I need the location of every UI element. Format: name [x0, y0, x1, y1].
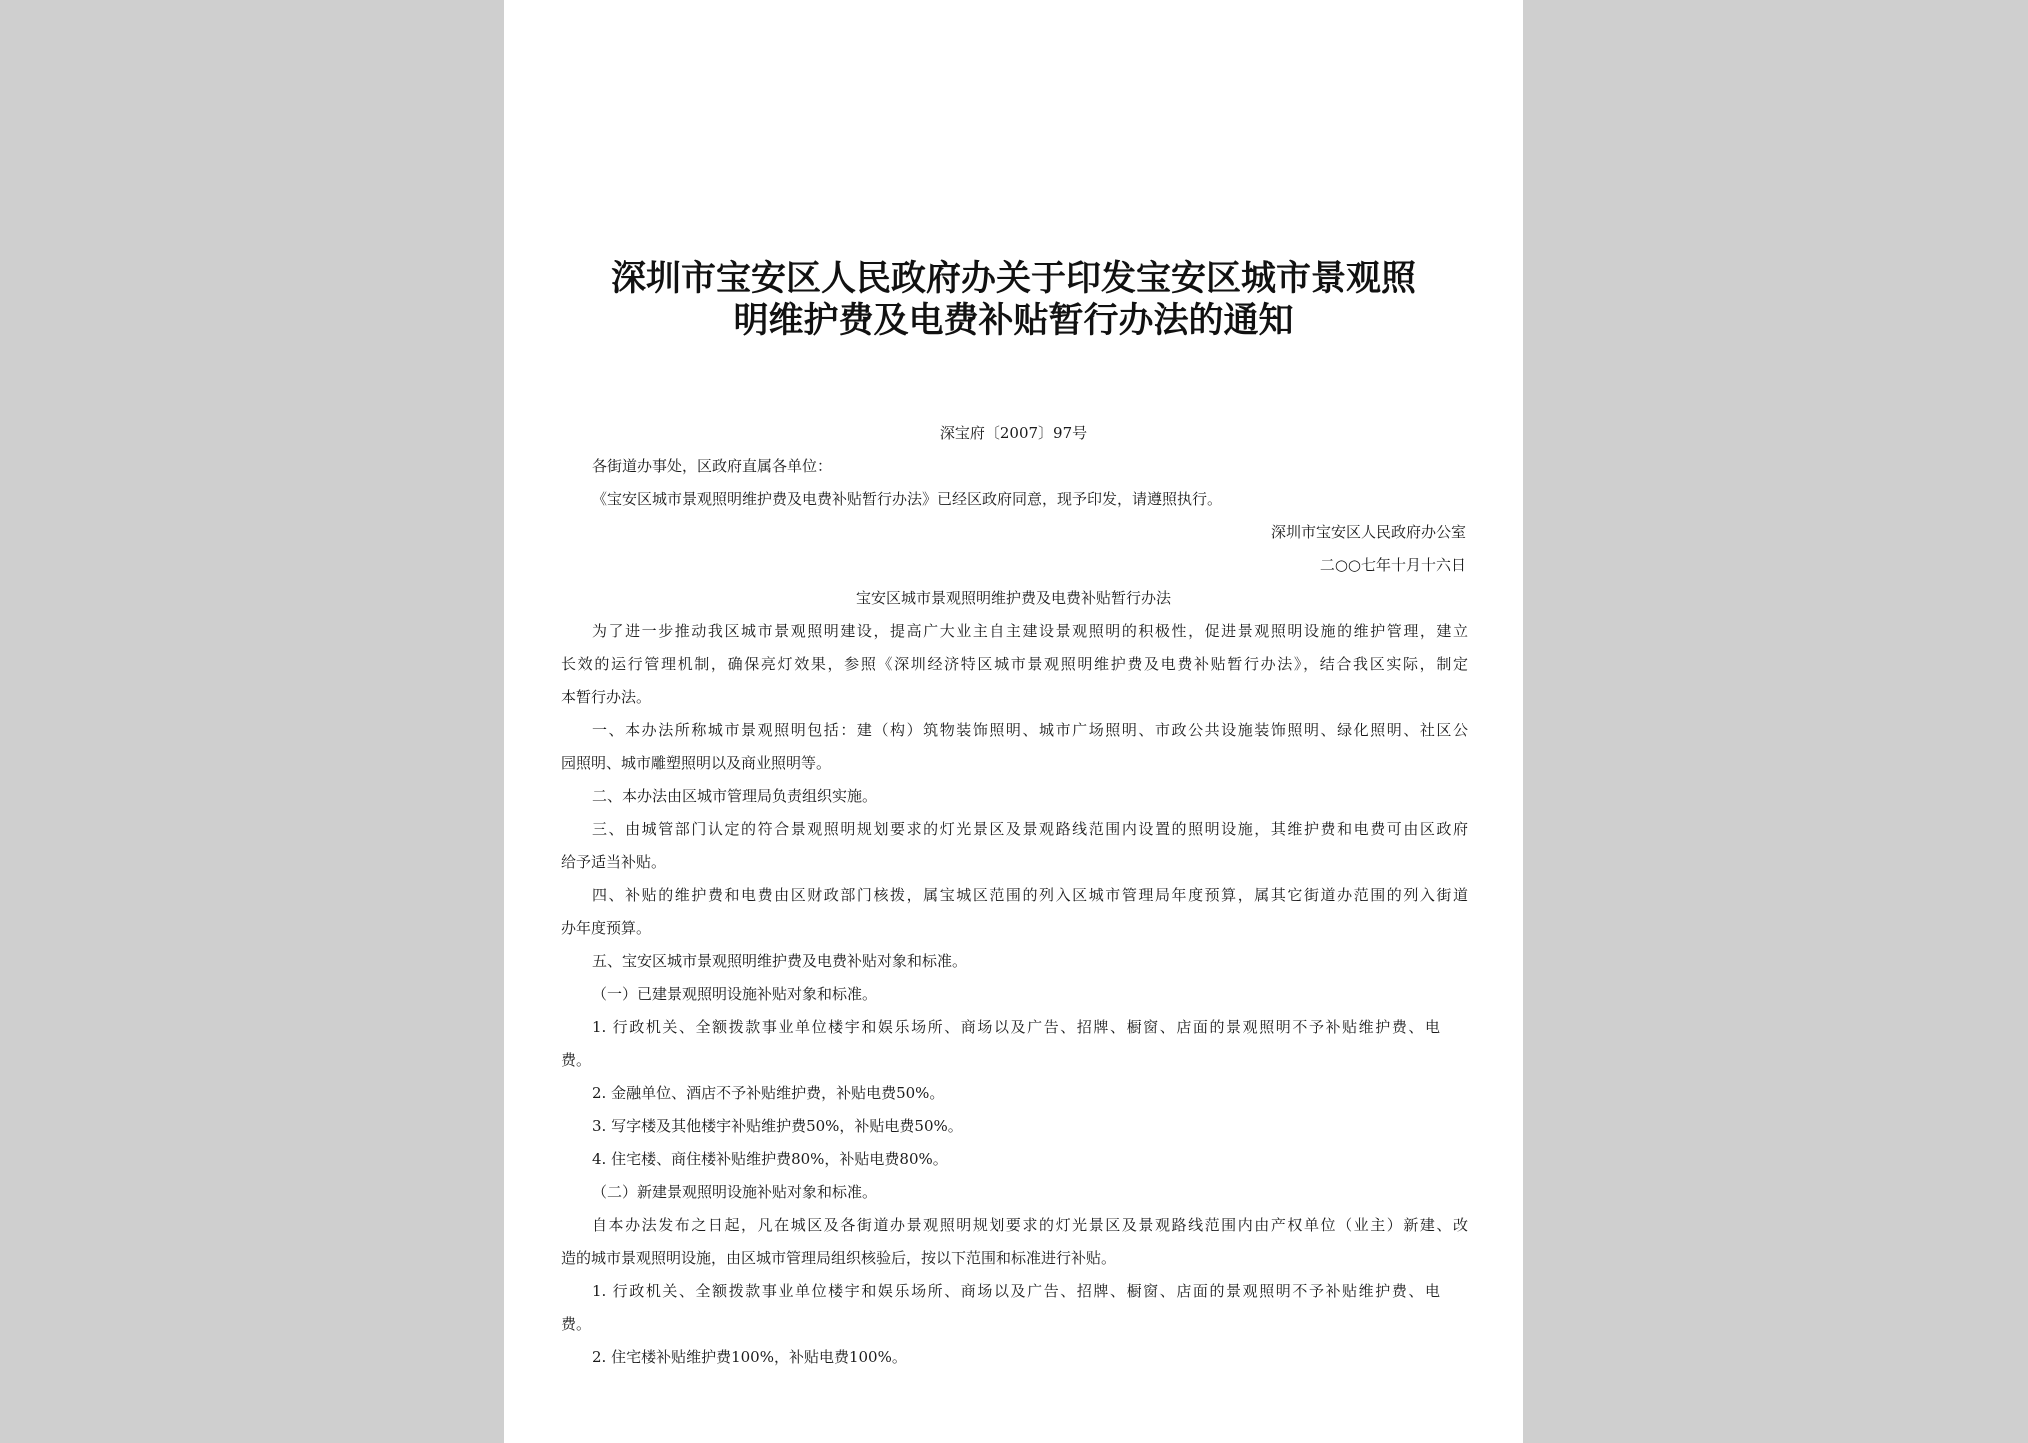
article-2: 二、本办法由区城市管理局负责组织实施。: [592, 787, 878, 805]
section-2-item-2: 2. 住宅楼补贴维护费100%，补贴电费100%。: [592, 1348, 907, 1366]
section-2-paragraph-line-2: 造的城市景观照明设施，由区城市管理局组织核验后，按以下范围和标准进行补贴。: [561, 1249, 1117, 1267]
document-number: 深宝府〔2007〕97号: [939, 424, 1088, 442]
regulation-subtitle: 宝安区城市景观照明维护费及电费补贴暂行办法: [855, 589, 1171, 607]
issuing-office: 深圳市宝安区人民政府办公室: [1270, 523, 1466, 541]
section-1-heading: （一）已建景观照明设施补贴对象和标准。: [592, 985, 878, 1003]
section-2-heading: （二）新建景观照明设施补贴对象和标准。: [592, 1183, 878, 1201]
intro-paragraph: 《宝安区城市景观照明维护费及电费补贴暂行办法》已经区政府同意，现予印发，请遵照执行。: [592, 490, 1223, 508]
section-1-item-1-line-2: 费。: [561, 1051, 592, 1069]
document-title: [504, 258, 1523, 342]
article-5: 五、宝安区城市景观照明维护费及电费补贴对象和标准。: [592, 952, 968, 970]
section-1-item-3: 3. 写字楼及其他楼宇补贴维护费50%，补贴电费50%。: [592, 1117, 963, 1135]
article-4-line-1: 四、补贴的维护费和电费由区财政部门核拨，属宝城区范围的列入区城市管理局年度预算，属其它街道办范围的列入街道: [592, 886, 1468, 904]
document-page: [504, 0, 1523, 1443]
article-3-line-2: 给予适当补贴。: [561, 853, 667, 871]
title-line-2: 明维护费及电费补贴暂行办法的通知: [733, 301, 1294, 341]
addressee: 各街道办事处，区政府直属各单位：: [592, 457, 833, 475]
section-2-paragraph-line-1: 自本办法发布之日起，凡在城区及各街道办景观照明规划要求的灯光景区及景观路线范围内由产权单位（业主）新建、改: [592, 1216, 1468, 1234]
section-2-item-1-line-1: 1. 行政机关、全额拨款事业单位楼宇和娱乐场所、商场以及广告、招牌、橱窗、店面的景观照明不予补贴维护费、电: [592, 1282, 1440, 1300]
section-1-item-4: 4. 住宅楼、商住楼补贴维护费80%，补贴电费80%。: [592, 1150, 948, 1168]
article-1-line-1: 一、本办法所称城市景观照明包括：建（构）筑物装饰照明、城市广场照明、市政公共设施装饰照明、绿化照明、社区公: [592, 721, 1468, 739]
preamble-line-3: 本暂行办法。: [561, 688, 652, 706]
title-line-1: 深圳市宝安区人民政府办关于印发宝安区城市景观照: [610, 259, 1416, 299]
preamble-line-2: 长效的运行管理机制，确保亮灯效果，参照《深圳经济特区城市景观照明维护费及电费补贴暂行办法》，结合我区实际，制定: [561, 655, 1468, 673]
preamble-line-1: 为了进一步推动我区城市景观照明建设，提高广大业主自主建设景观照明的积极性，促进景观照明设施的维护管理，建立: [592, 622, 1468, 640]
article-3-line-1: 三、由城管部门认定的符合景观照明规划要求的灯光景区及景观路线范围内设置的照明设施，其维护费和电费可由区政府: [592, 820, 1468, 838]
issue-date: 二○○七年十月十六日: [1319, 556, 1466, 574]
section-2-item-1-line-2: 费。: [561, 1315, 592, 1333]
section-1-item-1-line-1: 1. 行政机关、全额拨款事业单位楼宇和娱乐场所、商场以及广告、招牌、橱窗、店面的景观照明不予补贴维护费、电: [592, 1018, 1440, 1036]
section-1-item-2: 2. 金融单位、酒店不予补贴维护费，补贴电费50%。: [592, 1084, 945, 1102]
article-4-line-2: 办年度预算。: [561, 919, 652, 937]
article-1-line-2: 园照明、城市雕塑照明以及商业照明等。: [561, 754, 832, 772]
